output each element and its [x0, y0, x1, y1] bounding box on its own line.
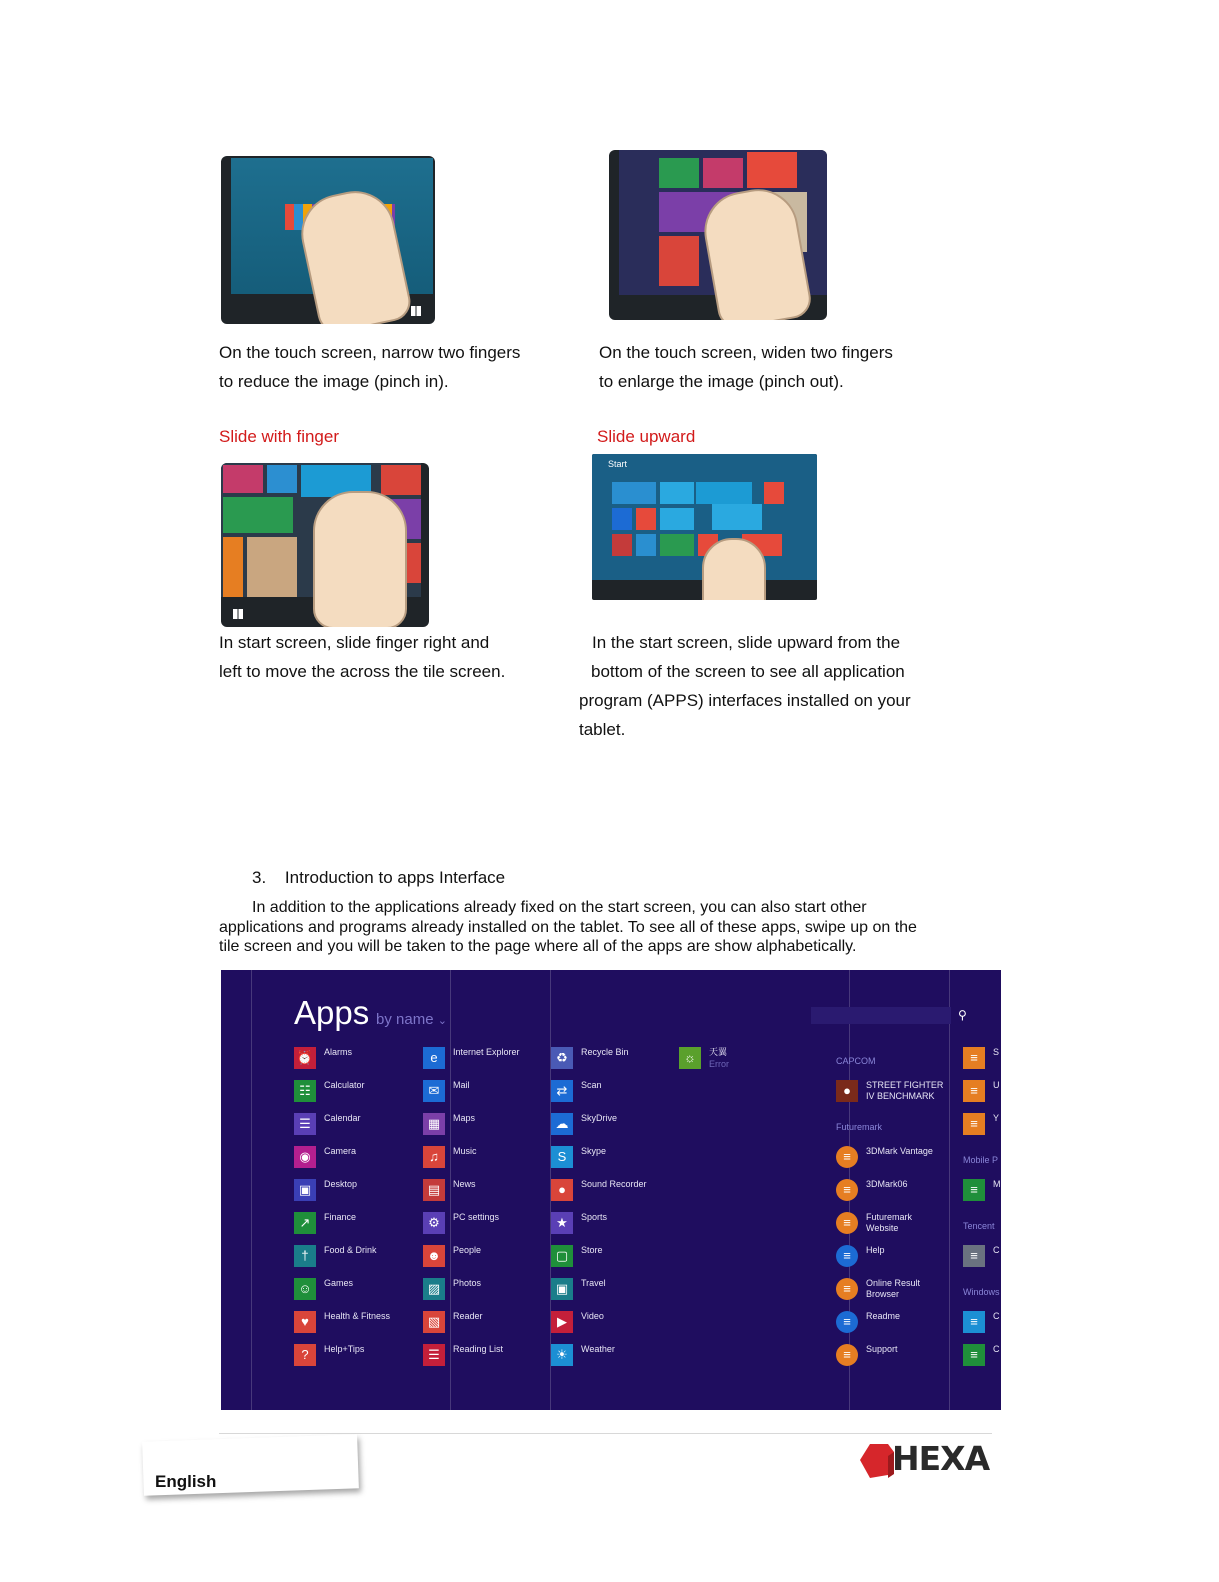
alarms-icon: ⏰	[294, 1047, 316, 1069]
paragraph-line1: In addition to the applications already fixed on the start screen, you can also start other	[252, 899, 867, 916]
app-food-drink-name: Food & Drink	[324, 1245, 377, 1255]
windows-icon	[411, 306, 421, 316]
language-label: English	[155, 1472, 217, 1491]
app-people-name: People	[453, 1245, 482, 1255]
video-icon: ▶	[551, 1311, 573, 1333]
app-help-tips-name: Help+Tips	[324, 1344, 365, 1354]
street-fighter-icon: ●	[836, 1080, 858, 1102]
app-calendar-name: Calendar	[324, 1113, 361, 1123]
upward-caption-line3: program (APPS) interfaces installed on your	[579, 691, 911, 710]
section-paragraph	[219, 898, 917, 957]
app-news-name: News	[453, 1179, 476, 1189]
app-travel-name: Travel	[581, 1278, 606, 1288]
mail-icon: ✉	[423, 1080, 445, 1102]
app-video-name: Video	[581, 1311, 604, 1321]
pinch-out-caption-line1: On the touch screen, widen two fingers	[599, 343, 893, 362]
hexa-logo	[858, 1440, 993, 1480]
paragraph-line2: applications and programs already installed on the tablet. To see all of these apps, swipe up on the	[219, 918, 917, 936]
app-weather-name: Weather	[581, 1344, 615, 1354]
app-mail-name: Mail	[453, 1080, 470, 1090]
skype-icon: S	[551, 1146, 573, 1168]
app-skype-name: Skype	[581, 1146, 607, 1156]
maps-icon: ▦	[423, 1113, 445, 1135]
upward-caption-line1: In the start screen, slide upward from the	[592, 633, 901, 652]
app-music-name: Music	[453, 1146, 477, 1156]
app-readme-name: Readme	[866, 1311, 901, 1321]
app-reading-list-name: Reading List	[453, 1344, 504, 1354]
finance-icon: ↗	[294, 1212, 316, 1234]
app-tianyi-name: 天翼	[709, 1047, 728, 1057]
music-icon: ♫	[423, 1146, 445, 1168]
app-internet-explorer-name: Internet Explorer	[453, 1047, 520, 1057]
slide-illustration	[221, 463, 429, 627]
store-icon: ▢	[551, 1245, 573, 1267]
hexa-logo-text: HEXA	[892, 1439, 990, 1478]
group-futuremark: Futuremark	[836, 1122, 883, 1132]
pinch-out-illustration	[609, 150, 827, 320]
group-mobile: Mobile P	[963, 1155, 999, 1165]
start-screen-title: Start	[608, 459, 628, 469]
apps-sort-label[interactable]	[376, 1011, 447, 1028]
reader-icon: ▧	[423, 1311, 445, 1333]
pc-settings-icon: ⚙	[423, 1212, 445, 1234]
app-partial-name: C	[993, 1311, 1000, 1321]
app-tianyi-sub: Error	[709, 1059, 729, 1069]
sports-icon: ★	[551, 1212, 573, 1234]
camera-icon: ◉	[294, 1146, 316, 1168]
app-partial-name: C	[993, 1245, 1000, 1255]
slide-heading: Slide with finger	[219, 427, 340, 446]
app-partial-name: S	[993, 1047, 1000, 1057]
games-icon: ☺	[294, 1278, 316, 1300]
app-desktop-name: Desktop	[324, 1179, 358, 1189]
app-3dmark-vantage-name: 3DMark Vantage	[866, 1146, 933, 1156]
partial-app-icon: ≡	[963, 1179, 985, 1201]
partial-app-icon: ≡	[963, 1080, 985, 1102]
search-icon[interactable]: ⚲	[958, 1008, 967, 1022]
news-icon: ▤	[423, 1179, 445, 1201]
app-partial-name: C	[993, 1344, 1000, 1354]
help-tips-icon: ?	[294, 1344, 316, 1366]
app-sound-recorder-name: Sound Recorder	[581, 1179, 647, 1189]
section-number: 3.	[252, 868, 267, 887]
internet-explorer-icon: e	[423, 1047, 445, 1069]
app-help-name: Help	[866, 1245, 885, 1255]
travel-icon: ▣	[551, 1278, 573, 1300]
footer-rule	[219, 1433, 992, 1434]
windows-icon	[233, 609, 243, 619]
recycle-bin-icon: ♻	[551, 1047, 573, 1069]
pinch-in-caption-line2: to reduce the image (pinch in).	[219, 372, 449, 391]
app-recycle-bin-name: Recycle Bin	[581, 1047, 629, 1057]
calculator-icon: ☷	[294, 1080, 316, 1102]
app-futuremark-website-name: Futuremark Website	[866, 1212, 913, 1233]
app-store-name: Store	[581, 1245, 603, 1255]
upward-illustration	[592, 454, 817, 600]
app-alarms-name: Alarms	[324, 1047, 353, 1057]
partial-app-icon: ≡	[963, 1245, 985, 1267]
scan-icon: ⇄	[551, 1080, 573, 1102]
weather-icon: ☀	[551, 1344, 573, 1366]
sound-recorder-icon: ●	[551, 1179, 573, 1201]
app-maps-name: Maps	[453, 1113, 476, 1123]
app-street-fighter-name: STREET FIGHTER IV BENCHMARK	[866, 1080, 944, 1101]
app-games-name: Games	[324, 1278, 354, 1288]
support-icon: ≡	[836, 1344, 858, 1366]
app-pc-settings-name: PC settings	[453, 1212, 500, 1222]
app-support-name: Support	[866, 1344, 898, 1354]
apps-sort-text: by name	[376, 1011, 434, 1028]
3dmark06-icon: ≡	[836, 1179, 858, 1201]
3dmark-vantage-icon: ≡	[836, 1146, 858, 1168]
chevron-down-icon: ⌄	[437, 1015, 447, 1027]
section-heading	[252, 868, 505, 888]
help-icon: ≡	[836, 1245, 858, 1267]
app-sports-name: Sports	[581, 1212, 608, 1222]
section-title: Introduction to apps Interface	[284, 868, 506, 887]
app-skydrive-name: SkyDrive	[581, 1113, 618, 1123]
partial-app-icon: ≡	[963, 1047, 985, 1069]
app-photos-name: Photos	[453, 1278, 482, 1288]
tianyi-icon: ☼	[679, 1047, 701, 1069]
apps-title: Apps	[294, 994, 370, 1031]
upward-caption-line2: bottom of the screen to see all application	[591, 662, 905, 681]
futuremark-website-icon: ≡	[836, 1212, 858, 1234]
partial-app-icon: ≡	[963, 1113, 985, 1135]
app-partial-name: U	[993, 1080, 1000, 1090]
partial-app-icon: ≡	[963, 1311, 985, 1333]
photos-icon: ▨	[423, 1278, 445, 1300]
app-finance-name: Finance	[324, 1212, 357, 1222]
desktop-icon: ▣	[294, 1179, 316, 1201]
slide-caption-line1: In start screen, slide finger right and	[219, 633, 490, 652]
calendar-icon: ☰	[294, 1113, 316, 1135]
apps-screenshot	[221, 970, 1001, 1410]
online-result-browser-icon: ≡	[836, 1278, 858, 1300]
app-3dmark06-name: 3DMark06	[866, 1179, 908, 1189]
pinch-in-caption-line1: On the touch screen, narrow two fingers	[219, 343, 521, 362]
paragraph-line3: tile screen and you will be taken to the page where all of the apps are show alphabetically.	[219, 938, 857, 955]
pinch-in-illustration	[221, 156, 435, 324]
partial-app-icon: ≡	[963, 1344, 985, 1366]
app-partial-name: M	[993, 1179, 1001, 1189]
app-partial-name: Y	[993, 1113, 1000, 1123]
slide-caption-line2: left to move the across the tile screen.	[219, 662, 506, 681]
pinch-out-caption-line2: to enlarge the image (pinch out).	[599, 372, 844, 391]
app-online-result-browser-name: Online Result Browser	[866, 1278, 921, 1299]
app-health-fitness-name: Health & Fitness	[324, 1311, 391, 1321]
readme-icon: ≡	[836, 1311, 858, 1333]
group-tencent: Tencent	[963, 1221, 995, 1231]
app-calculator-name: Calculator	[324, 1080, 365, 1090]
search-input[interactable]	[811, 1007, 951, 1024]
upward-heading: Slide upward	[597, 427, 696, 446]
app-reader-name: Reader	[453, 1311, 483, 1321]
app-camera-name: Camera	[324, 1146, 357, 1156]
group-windows: Windows	[963, 1287, 1000, 1297]
group-capcom: CAPCOM	[836, 1056, 876, 1066]
people-icon: ☻	[423, 1245, 445, 1267]
reading-list-icon: ☰	[423, 1344, 445, 1366]
app-scan-name: Scan	[581, 1080, 602, 1090]
skydrive-icon: ☁	[551, 1113, 573, 1135]
upward-caption-line4: tablet.	[579, 720, 626, 739]
food-drink-icon: †	[294, 1245, 316, 1267]
health-fitness-icon: ♥	[294, 1311, 316, 1333]
